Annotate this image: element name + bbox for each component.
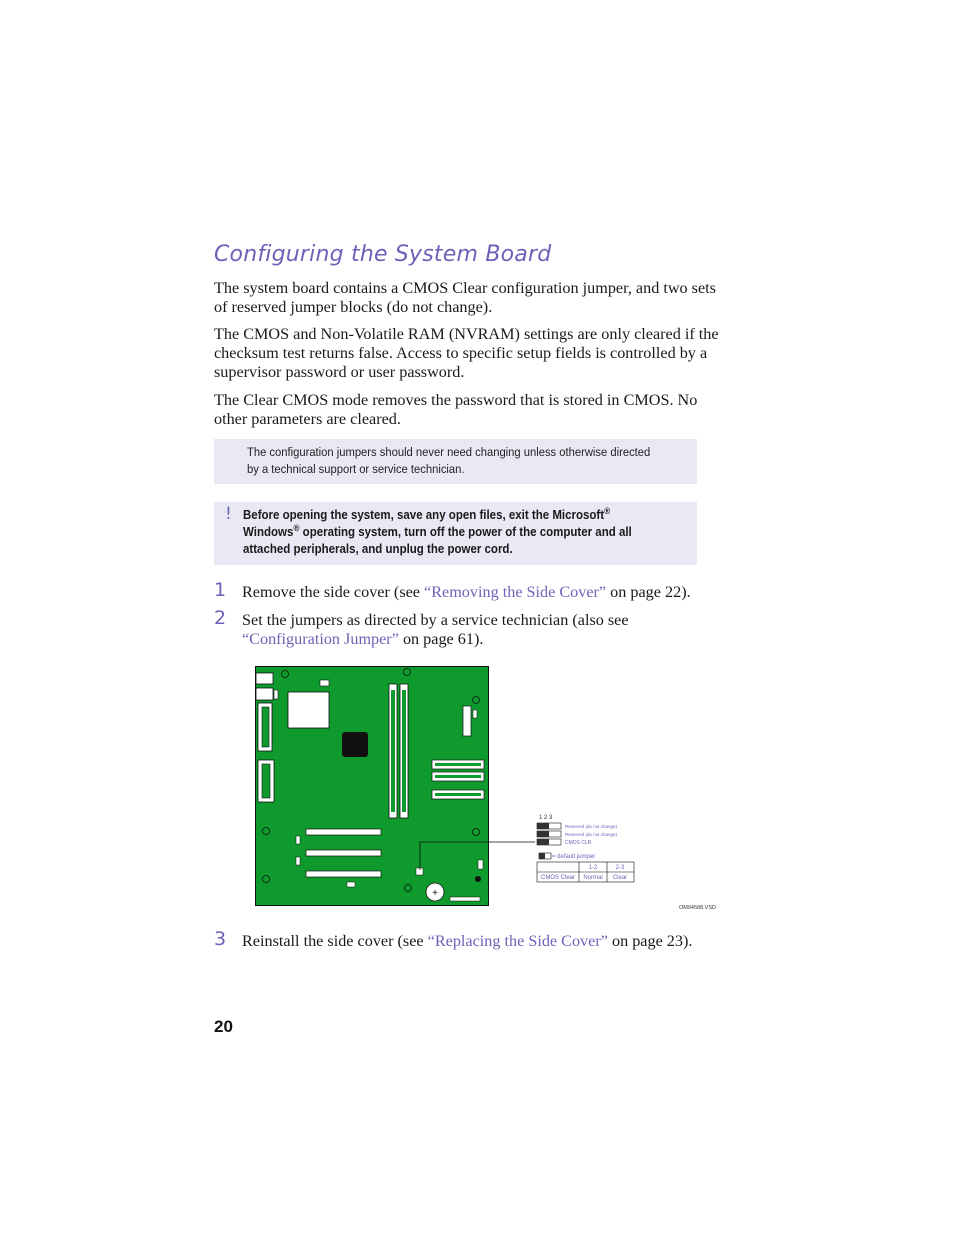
step-number-3: 3: [214, 928, 227, 950]
note-box: [214, 439, 697, 484]
jumper-label-reserved-2: Reserved (do not change): [565, 832, 618, 837]
step-number-1: 1: [214, 579, 227, 601]
system-board-diagram: [250, 660, 720, 915]
table-cell-cmos-clear: CMOS Clear: [540, 875, 576, 881]
paragraph-3: The Clear CMOS mode removes the password that is stored in CMOS. No other parameters are cleared.: [214, 391, 698, 428]
motherboard: [256, 667, 489, 906]
step-number-2: 2: [214, 607, 227, 629]
warning-text: Before opening the system, save any open files, exit the Microsoft® Windows® operating system, turn off the power of the computer and all attached peripherals, and unplug the power cord.: [243, 505, 632, 556]
warning-icon: !: [225, 504, 232, 524]
page-number: 20: [214, 1017, 233, 1036]
pin-numbers: 1 2 3: [539, 815, 553, 821]
note-text: The configuration jumpers should never need changing unless otherwise directed by a technical support or service technician.: [247, 445, 651, 476]
step-2-text: Set the jumpers as directed by a service technician (also see “Configuration Jumper” on page 61).: [242, 611, 629, 648]
warning-box: [214, 502, 697, 565]
svg-text:+: +: [432, 888, 438, 899]
figure-id: OM04588.VSD: [679, 905, 716, 911]
paragraph-2: The CMOS and Non-Volatile RAM (NVRAM) settings are only cleared if the checksum test returns false. Access to specific setup fields is controlled by a supervisor password or user password.: [214, 325, 719, 381]
table-cell-clear: Clear: [612, 875, 628, 881]
jumper-detail: [537, 815, 634, 882]
link-replacing-side-cover[interactable]: “Replacing the Side Cover”: [427, 932, 608, 950]
default-jumper-legend: = default jumper: [552, 854, 596, 860]
jumper-label-reserved-1: Reserved (do not change): [565, 824, 618, 829]
step-3-text: Reinstall the side cover (see “Replacing the Side Cover” on page 23).: [242, 932, 693, 950]
page-title: Configuring the System Board: [214, 242, 552, 267]
step-1-text: Remove the side cover (see “Removing the Side Cover” on page 22).: [242, 583, 691, 601]
jumper-label-cmos-clr: CMOS CLR: [565, 840, 592, 846]
paragraph-1: The system board contains a CMOS Clear configuration jumper, and two sets of reserved jumper blocks (do not change).: [214, 279, 716, 316]
table-header-2-3: 2-3: [615, 865, 625, 871]
link-configuration-jumper[interactable]: “Configuration Jumper”: [242, 630, 399, 648]
table-header-1-2: 1-2: [588, 865, 598, 871]
table-cell-normal: Normal: [583, 875, 603, 881]
link-removing-side-cover[interactable]: “Removing the Side Cover”: [424, 583, 607, 601]
